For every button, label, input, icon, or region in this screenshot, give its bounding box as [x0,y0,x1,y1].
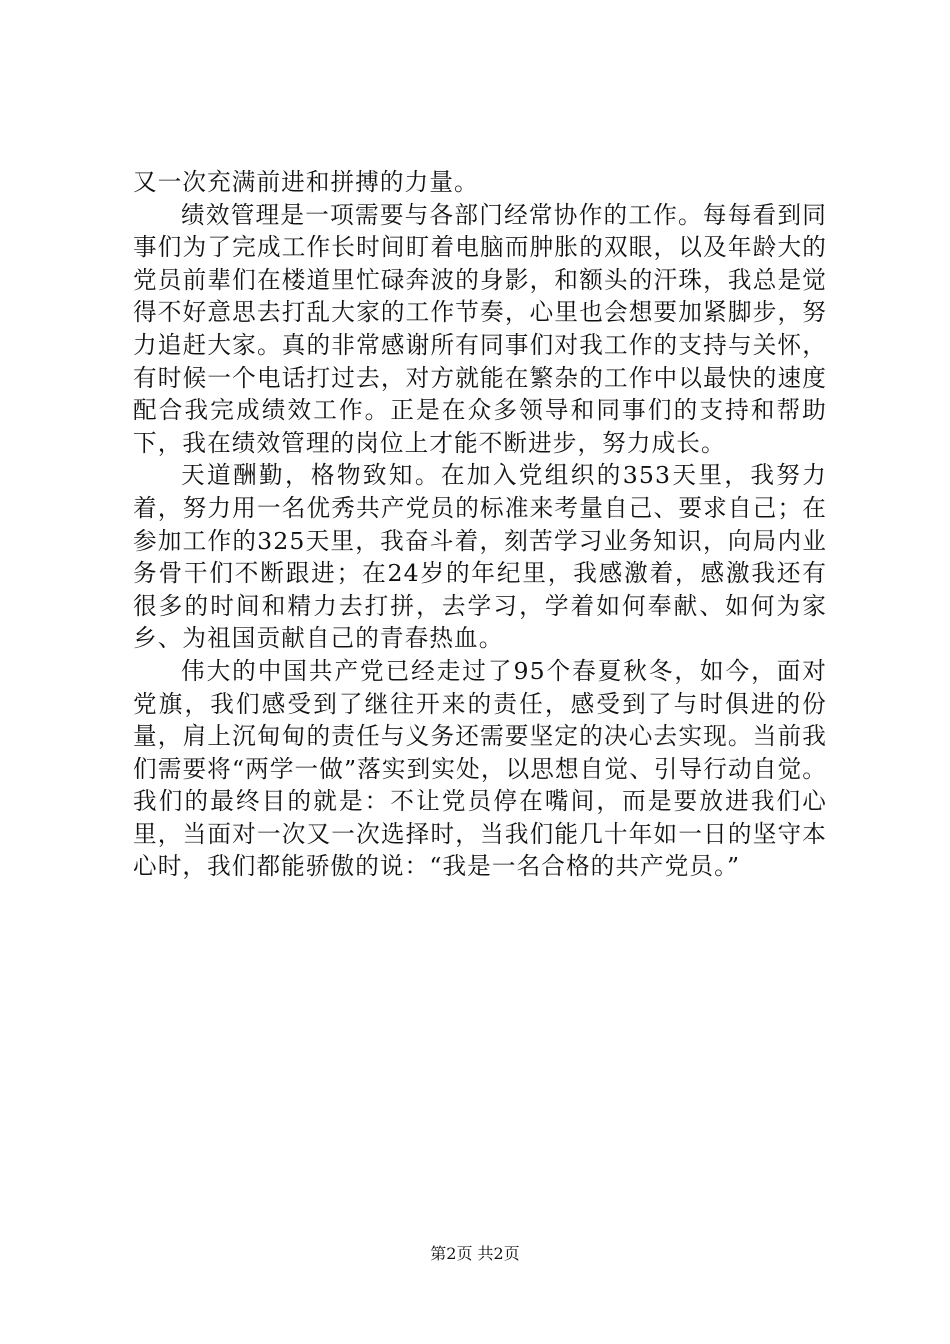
paragraph-diligence: 天道酬勤，格物致知。在加入党组织的353天里，我努力着，努力用一名优秀共产党员的标准来考量自己、要求自己；在参加工作的325天里，我奋斗着，刻苦学习业务知识，向局内业务骨干们不断跟进；在24岁的年纪里，我感激着，感激我还有很多的时间和精力去打拼，去学习，学着如何奉献、如何为家乡、为祖国贡献自己的青春热血。 [133,461,827,653]
paragraph-continuation: 又一次充满前进和拼搏的力量。 [133,168,479,196]
paragraph-party-commitment: 伟大的中国共产党已经走过了95个春夏秋冬，如今，面对党旗，我们感受到了继往开来的责任，感受到了与时俱进的份量，肩上沉甸甸的责任与义务还需要坚定的决心去实现。当前我们需要将“两学一做”落实到实处，以思想自觉、引导行动自觉。我们的最终目的就是：不让党员停在嘴间，而是要放进我们心里，当面对一次又一次选择时，当我们能几十年如一日的坚守本心时，我们都能骄傲的说：“我是一名合格的共产党员。” [133,656,827,881]
document-body [133,166,827,883]
paragraph-performance-management: 绩效管理是一项需要与各部门经常协作的工作。每每看到同事们为了完成工作长时间盯着电脑而肿胀的双眼，以及年龄大的党员前辈们在楼道里忙碌奔波的身影，和额头的汗珠，我总是觉得不好意思去打乱大家的工作节奏，心里也会想要加紧脚步，努力追赶大家。真的非常感谢所有同事们对我工作的支持与关怀，有时候一个电话打过去，对方就能在繁杂的工作中以最快的速度配合我完成绩效工作。正是在众多领导和同事们的支持和帮助下，我在绩效管理的岗位上才能不断进步，努力成长。 [133,200,827,457]
page-footer: 第2页 共2页 [430,1244,520,1263]
